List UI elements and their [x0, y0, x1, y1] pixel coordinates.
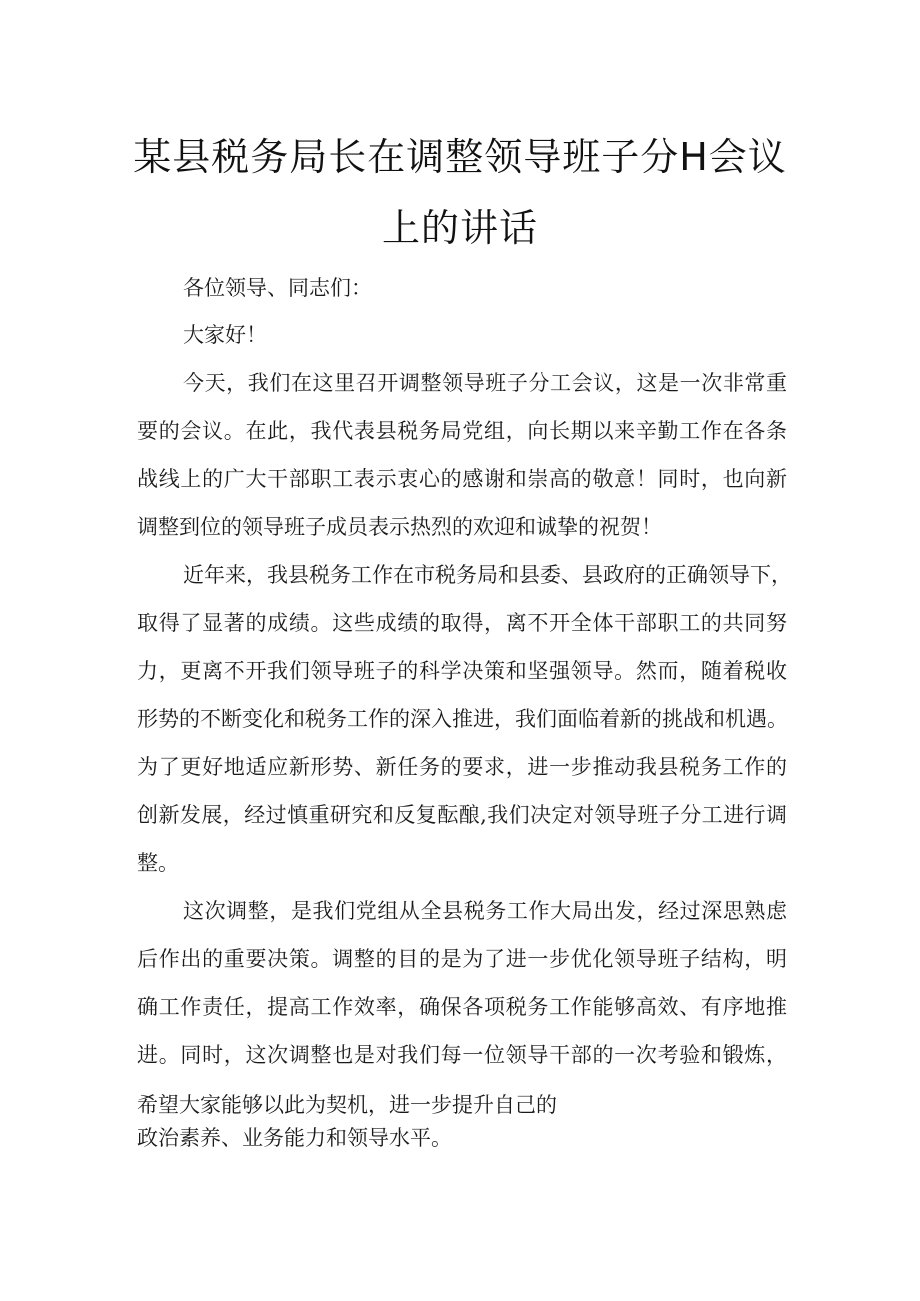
paragraph-2-line: 近年来，我县税务工作在市税务局和县委、县政府的正确领导下， — [183, 563, 792, 587]
document-title-line-2: 上的讲话 — [381, 206, 538, 250]
paragraph-1-line: 今天，我们在这里召开调整领导班子分工会议，这是一次非常重 — [183, 371, 787, 395]
document-title-line-1: 某县税务局长在调整领导班子分H会议 — [133, 135, 787, 179]
paragraph-1-line: 战线上的广大干部职工表示衷心的感谢和崇高的敬意！同时，也向新 — [137, 467, 787, 491]
paragraph-2-line: 力，更离不开我们领导班子的科学决策和坚强领导。然而，随着税收 — [137, 659, 787, 683]
paragraph-3-line: 希望大家能够以此为契机，进一步提升自己的 — [137, 1093, 557, 1117]
paragraph-2-line: 创新发展，经过慎重研究和反复酝酿,我们决定对领导班子分工进行调 — [137, 803, 787, 827]
paragraph-1-line: 要的会议。在此，我代表县税务局党组，向长期以来辛勤工作在各条 — [137, 419, 787, 443]
salutation: 各位领导、同志们： — [183, 276, 372, 300]
paragraph-1-line: 调整到位的领导班子成员表示热烈的欢迎和诚挚的祝贺！ — [137, 515, 662, 539]
paragraph-3-line: 政治素养、业务能力和领导水平。 — [137, 1126, 452, 1150]
paragraph-3-line: 进。同时，这次调整也是对我们每一位领导干部的一次考验和锻炼， — [137, 1043, 787, 1067]
paragraph-3-line: 确工作责任，提高工作效率，确保各项税务工作能够高效、有序地推 — [137, 995, 787, 1019]
greeting: 大家好！ — [183, 323, 267, 347]
paragraph-2-line: 整。 — [137, 851, 179, 875]
paragraph-3-line: 这次调整，是我们党组从全县税务工作大局出发，经过深思熟虑 — [183, 899, 787, 923]
paragraph-2-line: 取得了显著的成绩。这些成绩的取得，离不开全体干部职工的共同努 — [137, 611, 787, 635]
paragraph-2-line: 形势的不断变化和税务工作的深入推进，我们面临着新的挑战和机遇。 — [137, 707, 788, 731]
paragraph-2-line: 为了更好地适应新形势、新任务的要求，进一步推动我县税务工作的 — [137, 755, 787, 779]
paragraph-3-line: 后作出的重要决策。调整的目的是为了进一步优化领导班子结构，明 — [137, 947, 787, 971]
